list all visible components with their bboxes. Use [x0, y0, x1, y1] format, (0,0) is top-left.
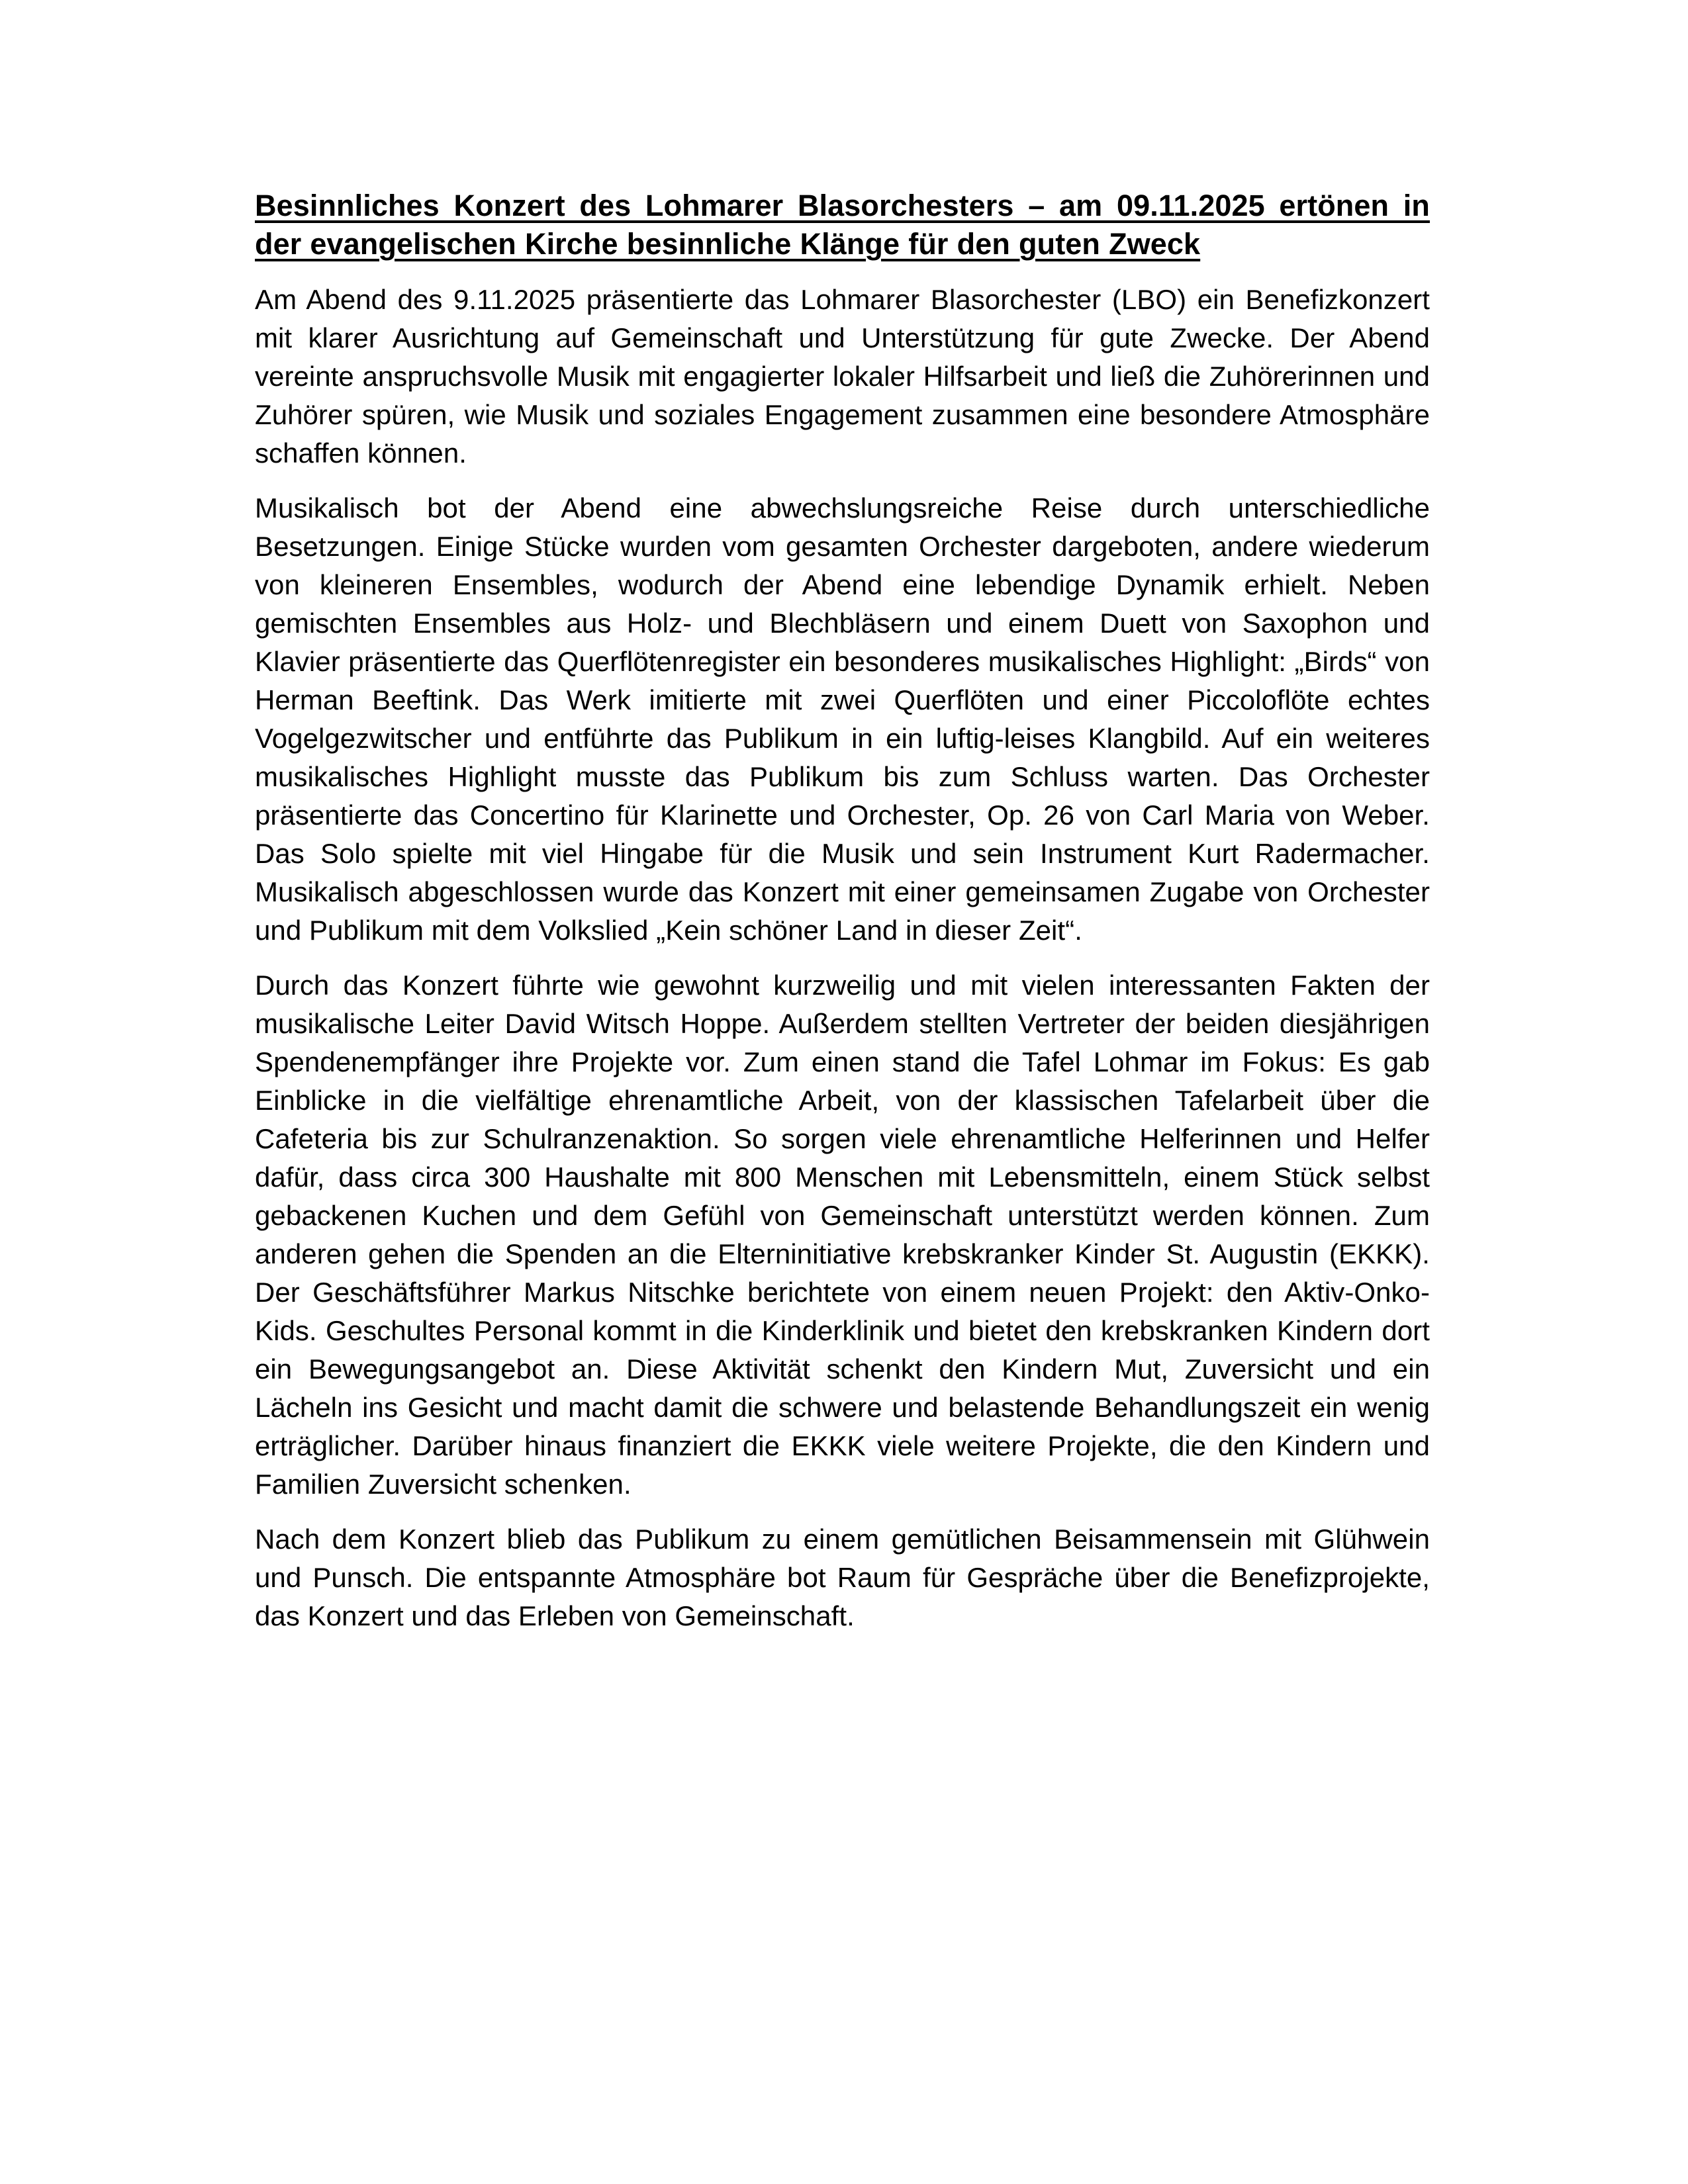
paragraph-intro: Am Abend des 9.11.2025 präsentierte das Lohmarer Blasorchester (LBO) ein Benefizkonzert mit klarer Ausrichtung auf Gemeinschaft und Unterstützung für gute Zwecke. Der Abend vereinte anspruchsvolle Musik mit engagierter lokaler Hilfsarbeit und ließ die Zuhörerinnen und Zuhörer spüren, wie Musik und soziales Engagement zusammen eine besondere Atmosphäre schaffen können.: [255, 284, 1430, 469]
paragraph-donation-recipients: Durch das Konzert führte wie gewohnt kurzweilig und mit vielen interessanten Fakten der musikalische Leiter David Witsch Hoppe. Außerdem stellten Vertreter der beiden diesjährigen Spendenempfänger ihre Projekte vor. Zum einen stand die Tafel Lohmar im Fokus: Es gab Einblicke in die vielfältige ehrenamtliche Arbeit, von der klassischen Tafelarbeit über die Cafeteria bis zur Schulranzenaktion. So sorgen viele ehrenamtliche Helferinnen und Helfer dafür, dass circa 300 Haushalte mit 800 Menschen mit Lebensmitteln, einem Stück selbst gebackenen Kuchen und dem Gefühl von Gemeinschaft unterstützt werden können. Zum anderen gehen die Spenden an die Elterninitiative krebskranker Kinder St. Augustin (EKKK). Der Geschäftsführer Markus Nitschke berichtete von einem neuen Projekt: den Aktiv-Onko-Kids. Geschultes Personal kommt in die Kinderklinik und bietet den krebskranken Kindern dort ein Bewegungsangebot an. Diese Aktivität schenkt den Kindern Mut, Zuversicht und ein Lächeln ins Gesicht und macht damit die schwere und belastende Behandlungszeit ein wenig erträglicher. Darüber hinaus finanziert die EKKK viele weitere Projekte, die den Kindern und Familien Zuversicht schenken.: [255, 970, 1430, 1500]
paragraph-closing: Nach dem Konzert blieb das Publikum zu einem gemütlichen Beisammensein mit Glühwein und Punsch. Die entspannte Atmosphäre bot Raum für Gespräche über die Benefizprojekte, das Konzert und das Erleben von Gemeinschaft.: [255, 1524, 1430, 1631]
page-title: Besinnliches Konzert des Lohmarer Blasorchesters – am 09.11.2025 ertönen in der evangelischen Kirche besinnliche Klänge für den guten Zweck: [255, 189, 1430, 261]
paragraph-musical-program: Musikalisch bot der Abend eine abwechslungsreiche Reise durch unterschiedliche Besetzungen. Einige Stücke wurden vom gesamten Orchester dargeboten, andere wiederum von kleineren Ensembles, wodurch der Abend eine lebendige Dynamik erhielt. Neben gemischten Ensembles aus Holz- und Blechbläsern und einem Duett von Saxophon und Klavier präsentierte das Querflötenregister ein besonderes musikalisches Highlight: „Birds“ von Herman Beeftink. Das Werk imitierte mit zwei Querflöten und einer Piccoloflöte echtes Vogelgezwitscher und entführte das Publikum in ein luftig-leises Klangbild. Auf ein weiteres musikalisches Highlight musste das Publikum bis zum Schluss warten. Das Orchester präsentierte das Concertino für Klarinette und Orchester, Op. 26 von Carl Maria von Weber. Das Solo spielte mit viel Hingabe für die Musik und sein Instrument Kurt Radermacher. Musikalisch abgeschlossen wurde das Konzert mit einer gemeinsamen Zugabe von Orchester und Publikum mit dem Volkslied „Kein schöner Land in dieser Zeit“.: [255, 492, 1430, 946]
